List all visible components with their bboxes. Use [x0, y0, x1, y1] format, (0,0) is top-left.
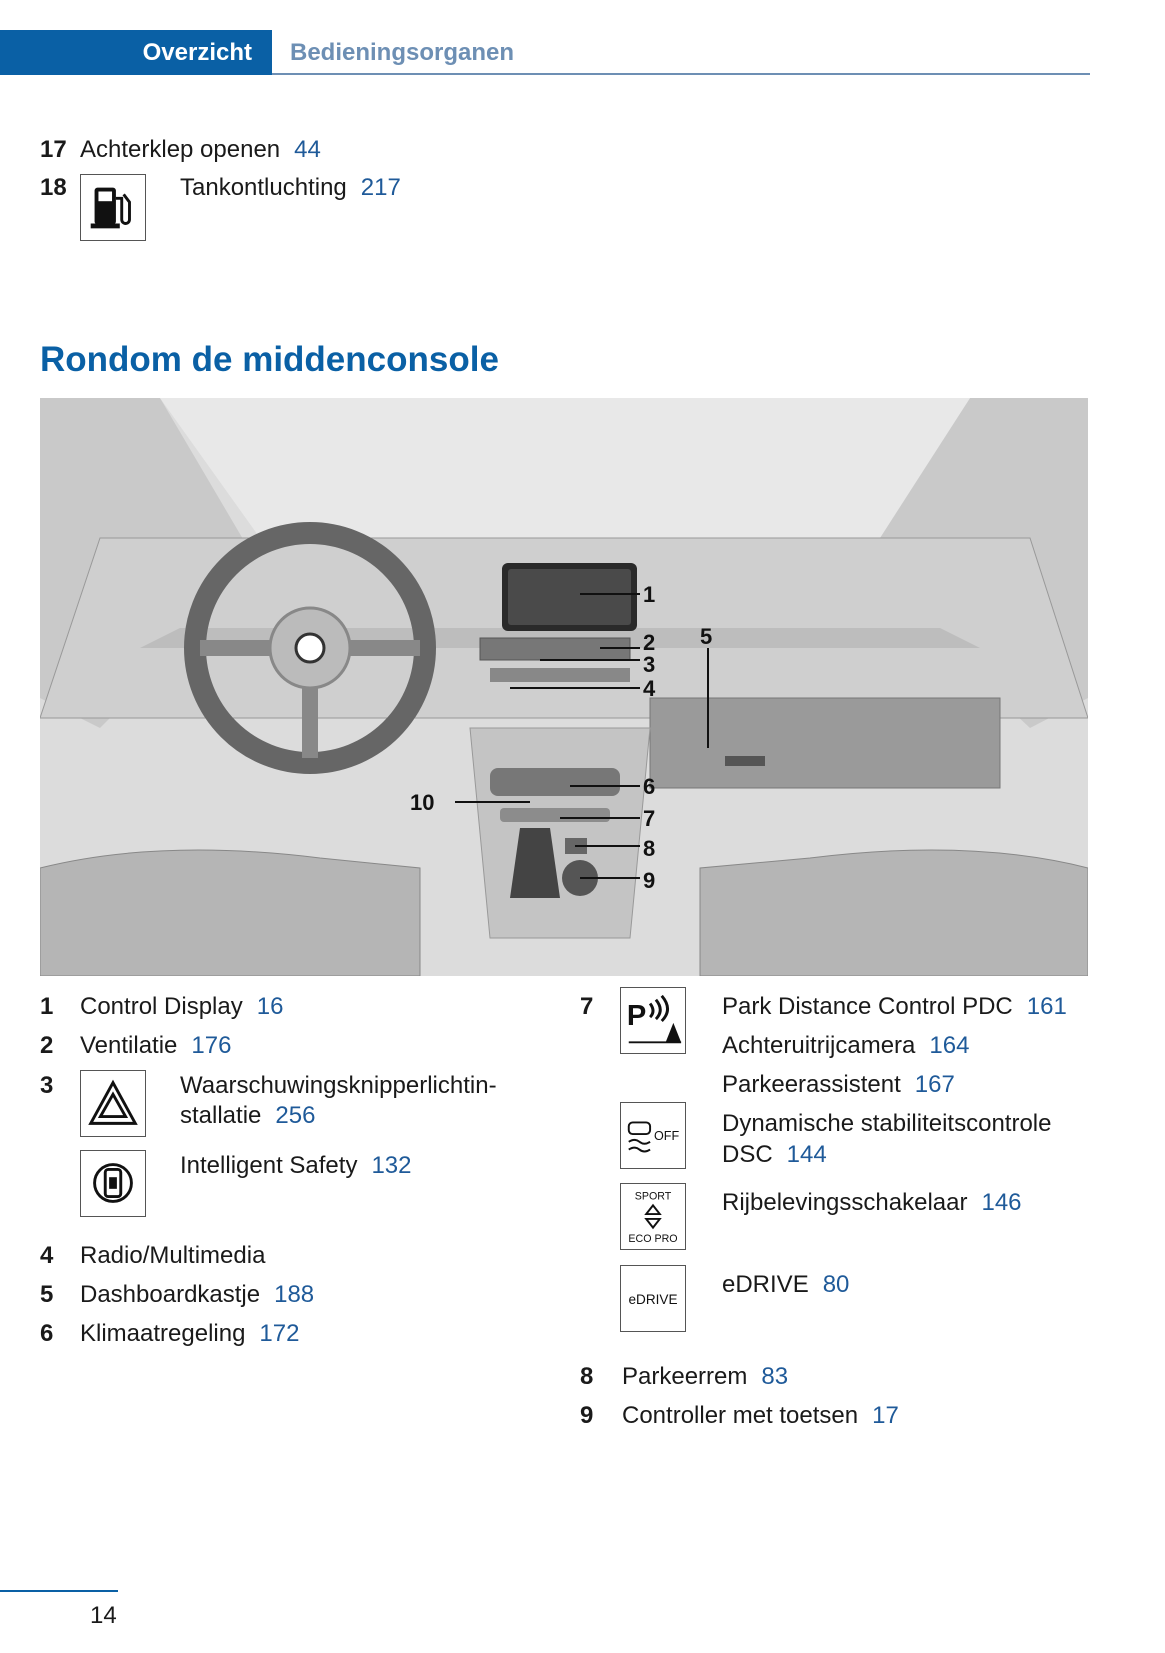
list-9-label: Controller met toetsen — [622, 1402, 859, 1429]
list-5-page[interactable]: 188 — [274, 1281, 315, 1308]
park-distance-icon — [620, 987, 686, 1054]
callout-3: 3 — [643, 652, 656, 677]
item-18-page[interactable]: 217 — [360, 174, 401, 201]
mode-page[interactable]: 146 — [981, 1189, 1022, 1216]
list-2-label: Ventilatie — [80, 1032, 178, 1059]
list-9-number: 9 — [580, 1402, 594, 1429]
list-4-number: 4 — [40, 1242, 54, 1269]
mode-text — [722, 1189, 1022, 1217]
list-8-label: Parkeerrem — [622, 1363, 748, 1390]
edrive-label: eDRIVE — [722, 1271, 809, 1298]
list-7a-page[interactable]: 161 — [1026, 993, 1067, 1020]
list-safety-text — [180, 1152, 412, 1180]
list-4-label: Radio/Multimedia — [80, 1242, 266, 1269]
list-5-text — [80, 1281, 314, 1309]
list-7c-label: Parkeerassistent — [722, 1071, 901, 1098]
list-2-text — [80, 1032, 231, 1060]
list-1-text — [80, 993, 283, 1021]
hazard-warning-icon — [80, 1070, 146, 1137]
item-18-text — [180, 174, 401, 202]
header-divider — [272, 73, 1090, 75]
mode-icon-bottom: ECO PRO — [628, 1233, 678, 1246]
list-3-line1: Waarschuwingsknipperlichtin- — [180, 1072, 497, 1099]
list-6-text — [80, 1320, 299, 1348]
edrive-page[interactable]: 80 — [822, 1271, 850, 1298]
item-17-text — [80, 136, 321, 164]
footer-line — [0, 1590, 118, 1592]
list-7a-label: Park Distance Control PDC — [722, 993, 1013, 1020]
dsc-page[interactable]: 144 — [786, 1141, 827, 1168]
list-5-number: 5 — [40, 1281, 54, 1308]
list-3-page[interactable]: 256 — [275, 1102, 316, 1129]
list-safety-page[interactable]: 132 — [371, 1152, 412, 1179]
mode-icon-top: SPORT — [634, 1190, 672, 1203]
item-17-page[interactable]: 44 — [294, 136, 321, 163]
edrive-icon-text: eDRIVE — [628, 1291, 678, 1307]
list-6-label: Klimaatregeling — [80, 1320, 246, 1347]
callout-2: 2 — [643, 630, 656, 655]
list-7b-label: Achteruitrijcamera — [722, 1032, 916, 1059]
callout-5: 5 — [700, 624, 713, 649]
dsc-icon-text: OFF — [653, 1128, 680, 1143]
list-8-number: 8 — [580, 1363, 594, 1390]
item-18-number: 18 — [40, 174, 67, 201]
callout-8: 8 — [643, 836, 656, 861]
list-1-page[interactable]: 16 — [256, 993, 284, 1020]
list-8-text — [622, 1363, 788, 1391]
list-5-label: Dashboardkastje — [80, 1281, 261, 1308]
dsc-off-icon — [620, 1102, 686, 1169]
list-1-number: 1 — [40, 993, 54, 1020]
item-17-label: Achterklep openen — [80, 136, 281, 163]
list-7c-text — [722, 1071, 955, 1099]
intelligent-safety-icon — [80, 1150, 146, 1217]
item-17-number: 17 — [40, 136, 67, 163]
dsc-line2 — [722, 1141, 827, 1169]
pdc-icon-letter: P — [626, 999, 647, 1032]
list-7-number: 7 — [580, 993, 594, 1020]
list-1-label: Control Display — [80, 993, 243, 1020]
tab-overzicht[interactable]: Overzicht — [0, 30, 272, 75]
list-2-page[interactable]: 176 — [191, 1032, 232, 1059]
edrive-text — [722, 1271, 849, 1299]
callout-7: 7 — [643, 806, 656, 831]
section-title: Rondom de middenconsole — [40, 340, 499, 379]
callout-10: 10 — [410, 790, 435, 815]
callout-9: 9 — [643, 868, 656, 893]
list-3-line2 — [180, 1102, 315, 1130]
driving-mode-icon — [620, 1183, 686, 1250]
list-9-page[interactable]: 17 — [872, 1402, 899, 1429]
list-3-number: 3 — [40, 1072, 54, 1099]
list-7c-page[interactable]: 167 — [914, 1071, 955, 1098]
item-18-label: Tankontluchting — [180, 174, 347, 201]
list-safety-label: Intelligent Safety — [180, 1152, 358, 1179]
callout-6: 6 — [643, 774, 656, 799]
fuel-pump-icon — [80, 174, 146, 241]
callout-4: 4 — [643, 676, 656, 701]
page-number: 14 — [90, 1602, 117, 1629]
callout-1: 1 — [643, 582, 656, 607]
list-9-text — [622, 1402, 899, 1430]
list-7b-text — [722, 1032, 969, 1060]
list-6-page[interactable]: 172 — [259, 1320, 300, 1347]
list-7a-text — [722, 993, 1067, 1021]
list-6-number: 6 — [40, 1320, 54, 1347]
dsc-line1: Dynamische stabiliteitscontrole — [722, 1110, 1052, 1137]
edrive-icon — [620, 1265, 686, 1332]
mode-label: Rijbelevingsschakelaar — [722, 1189, 968, 1216]
list-2-number: 2 — [40, 1032, 54, 1059]
list-8-page[interactable]: 83 — [761, 1363, 789, 1390]
tab-bedieningsorganen[interactable]: Bedieningsorganen — [290, 39, 515, 66]
dsc-label: DSC — [722, 1141, 773, 1168]
list-7b-page[interactable]: 164 — [929, 1032, 970, 1059]
list-3-label: stallatie — [180, 1102, 262, 1129]
dashboard-illustration — [40, 398, 1088, 976]
